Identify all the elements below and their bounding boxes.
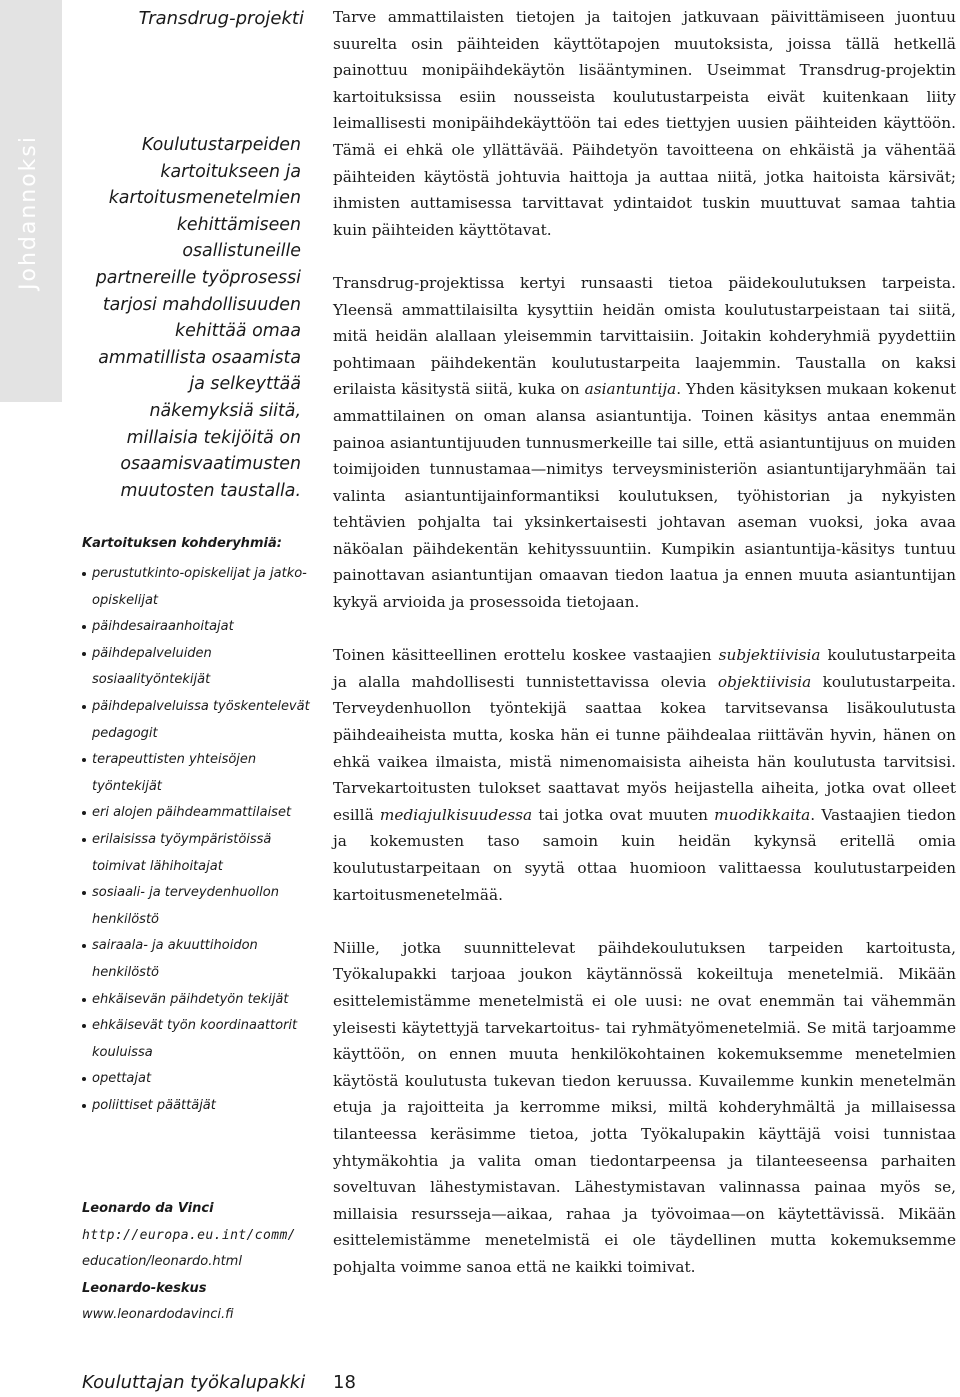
list-item: sairaala- ja akuuttihoidon henkilöstö [82,933,312,986]
list-item: ehkäisevät työn koordinaattorit kouluissa [82,1013,312,1066]
footer-book-title: Kouluttajan työkalupakki [82,1372,306,1393]
main-body [333,4,956,1307]
page-number: 18 [333,1372,356,1393]
list-item: eri alojen päihdeammattilaiset [82,800,312,827]
leonardo-url-line1[interactable]: http://europa.eu.int/comm/ [82,1227,296,1243]
body-paragraph-4: Niille, jotka suunnittelevat päihdekoulutuksen tarpeiden kartoitusta, Työkalupakki tarjoaa joukon käytännössä kokeiltuja menetelmiä. Mikään esittelemistämme menetelmistä ei ole uusi: ne ovat enemmän tai vähemmän yleisesti käytettyjä tarvekartoitus- tai ryhmätyömenetelmiä. Se mitä tarjoamme käyttöön, on ennen muuta henkilökohtainen kokemuksemme menetelmien käytöstä koulutusta tukevan tiedon keruussa. Kuvailemme kunkin menetelmän etuja ja rajoitteita ja kerromme miksi, miltä kohderyhmältä ja millaisessa tilanteessa keräsimme tietoa, jotta Työkalupakin käyttäjä voisi tunnistaa yhtymäkohtia ja valita oman tiedontarpeensa ja tilanteeseensa parhaiten soveltuvan lähestymistavan. Lähestymistavan valinnassa painaa myös se, millaisia resursseja—aikaa, rahaa ja työvoimaa—on käytettävissä. Mikään esittelemistämme menetelmistä ei ole täydellinen mutta kokemuksemme pohjalta voimme sanoa että ne kaikki toimivat. [333,938,956,1276]
keskus-url[interactable]: www.leonardodavinci.fi [82,1307,234,1323]
list-item: poliittiset päättäjät [82,1093,312,1120]
target-groups-heading: Kartoituksen kohderyhmiä: [82,536,282,551]
keskus-title: Leonardo-keskus [82,1280,207,1296]
pull-quote: Koulutustarpeiden kartoitukseen ja kartoitusmenetelmien kehittämiseen osallistuneille partnereille työprosessi tarjosi mahdollisuuden kehittää omaa ammatillista osaamista ja selkeyttää näkemyksiä siitä, millaisia tekijöitä on osaamisvaatimusten muutosten taustalla. [95,135,301,501]
emphasis-subjektiivisia: subjektiivisia [718,646,821,665]
emphasis-muodikkaita: muodikkaita [714,805,811,824]
target-groups-list [82,561,312,1119]
emphasis-mediajulkisuudessa: mediajulkisuudessa [379,805,533,824]
body-paragraph-1: Tarve ammattilaisten tietojen ja taitojen jatkuvaan päivittämiseen juontuu suurelta osin päihteiden käyttötapojen muutoksista, joissa tällä hetkellä painottuu monipäihdekäytön lisääntyminen. Useimmat Transdrug-projektin kartoituksissa esiin nousseista koulutustarpeista eivät kuitenkaan liity leimallisesti monipäihdekäyttöön tai edes tiettyjen uusien päihteiden käyttöön. Tämä ei ehkä ole yllättävää. Päihdetyön tavoitteena on ehkäistä ja vähentää päihteiden käytöstä johtuvia haittoja ja auttaa niitä, jotka haitoista kärsivät; ihmisten auttamisessa tarvittavat ydintaidot tuskin muuttuvat samaa tahtia kuin päihteiden käyttötavat. [333,8,956,239]
list-item: perustutkinto-opiskelijat ja jatko-opiskelijat [82,561,312,614]
list-item: päihdepalveluiden sosiaalityöntekijät [82,641,312,694]
emphasis-asiantuntija: asiantuntija [584,380,677,399]
references-box [82,1196,312,1329]
section-side-tab [0,0,62,402]
leonardo-title: Leonardo da Vinci [82,1201,214,1216]
list-item: terapeuttisten yhteisöjen työntekijät [82,747,312,800]
target-groups-box [82,535,312,1119]
project-title: Transdrug-projekti [138,8,304,29]
leonardo-url-line2[interactable]: education/leonardo.html [82,1254,242,1270]
list-item: erilaisissa työympäristöissä toimivat lähihoitajat [82,827,312,880]
body-paragraph-3: Toinen käsitteellinen erottelu koskee vastaajien subjektiivisia koulutustarpeita ja alalla mahdollisesti tunnistettavissa olevia objektiivisia koulutustarpeita. Terveydenhuollon työntekijä saattaa kokea tarvitsevansa lisäkoulutusta päihdeaiheista mutta, koska hän ei tunne päihdealaa riittävän hyvin, hänen on ehkä vaikea ilmaista, mistä nimenomaisista aiheista hän koulutusta tarvitsisi. Tarvekartoitusten tulokset saattavat myös heijastella aiheita, jotka ovat olleet esillä mediajulkisuudessa tai jotka ovat muuten muodikkaita. Vastaajien tiedon ja kokemusten taso samoin kuin heidän kykynsä eritellä omia koulutustarpeitaan on syytä ottaa huomioon valittaessa koulutustarpeiden kartoitusmenetelmää. [333,646,956,904]
emphasis-objektiivisia: objektiivisia [717,672,812,691]
section-label: Johdannoksi [16,135,41,290]
body-paragraph-2: Transdrug-projektissa kertyi runsaasti tietoa päidekoulutuksen tarpeista. Yleensä ammattilaisilta kysyttiin heidän omista koulutustarpeistaan tai siitä, mitä heidän alallaan yleisemmin tarvittaisiin. Joitakin kohderyhmiä pyydettiin pohtimaan päihdekentän koulutustarpeita laajemmin. Taustalla on kaksi erilaista käsitystä siitä, kuka on asiantuntija. Yhden käsityksen mukaan kokenut ammattilainen on oman alansa asiantuntija. Toinen käsitys antaa enemmän painoa asiantuntijuuden tunnusmerkeille tai sille, että asiantuntijuus on muiden toimijoiden tunnustamaa—nimitys terveysministeriön asiantuntijaryhmään tai valinta asiantuntijainformantiksi koulutuksen, työhistorian ja nykyisten tehtävien pohjalta tai yksinkertaisesti johtavan aseman vuoksi, joka avaa näköalan päihdekentän kehityssuuntiin. Kumpikin asiantuntija-käsitys tuntuu painottavan asiantuntijan omaavan tiedon laatua ja ennen muuta asiantuntijan kykyä arvioida ja prosessoida tietojaan. [333,273,956,612]
list-item: sosiaali- ja terveydenhuollon henkilöstö [82,880,312,933]
list-item: opettajat [82,1066,312,1093]
list-item: päihdepalveluissa työskentelevät pedagogit [82,694,312,747]
list-item: päihdesairaanhoitajat [82,614,312,641]
list-item: ehkäisevän päihdetyön tekijät [82,987,312,1014]
